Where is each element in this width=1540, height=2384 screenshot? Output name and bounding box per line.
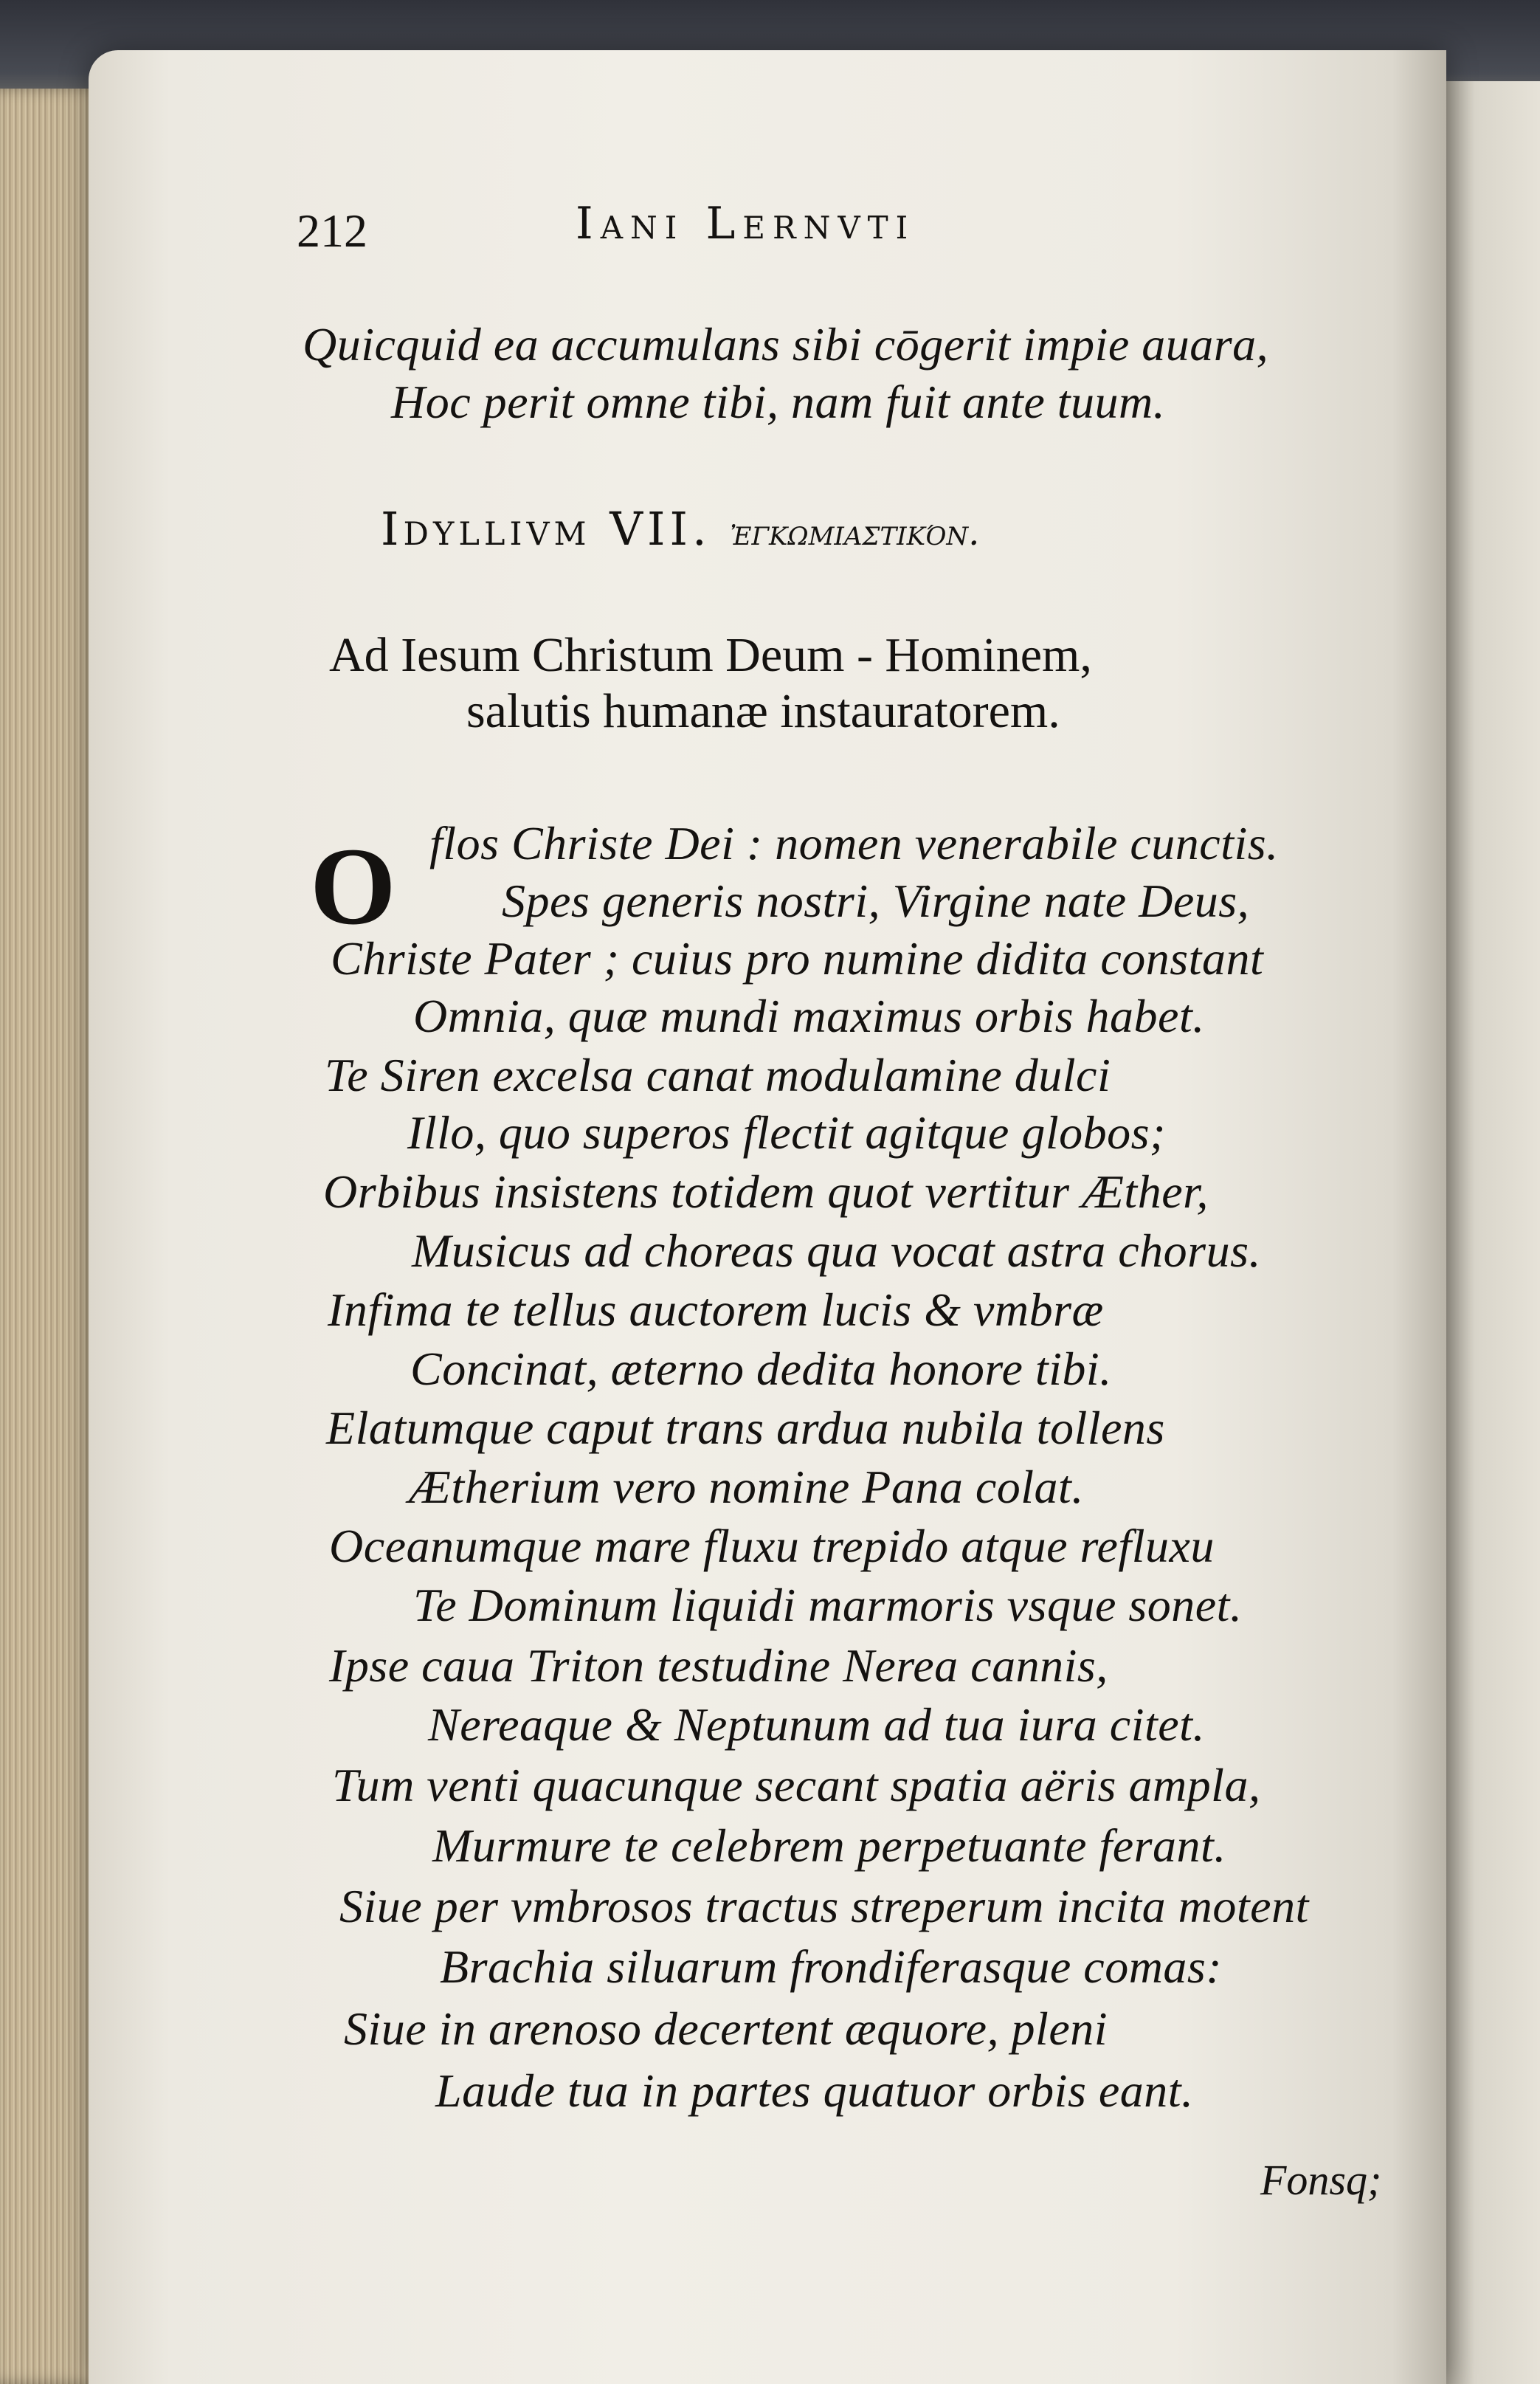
page-number: 212: [297, 204, 367, 257]
poem-line: Christe Pater ; cuius pro numine didita constant: [331, 932, 1264, 985]
poem-line: Musicus ad choreas qua vocat astra chorus.: [412, 1224, 1261, 1277]
facing-page-edge: [1446, 81, 1540, 2384]
poem-line: Laude tua in partes quatuor orbis eant.: [435, 2064, 1194, 2117]
poem-line: Murmure te celebrem perpetuante ferant.: [432, 1819, 1226, 1872]
poem-line: Omnia, quæ mundi maximus orbis habet.: [413, 990, 1205, 1042]
poem-line: Orbibus insistens totidem quot vertitur Æther,: [323, 1165, 1209, 1218]
poem-line: Brachia siluarum frondiferasque comas:: [440, 1940, 1223, 1993]
poem-line: Infima te tellus auctorem lucis & vmbræ: [328, 1284, 1104, 1336]
catchword: Fonsq;: [1260, 2156, 1382, 2204]
poem-line: flos Christe Dei : nomen venerabile cunctis.: [429, 817, 1279, 869]
idyll-title: [381, 502, 979, 556]
poem-line: Nereaque & Neptunum ad tua iura citet.: [428, 1698, 1205, 1751]
poem-line: Elatumque caput trans ardua nubila tollens: [326, 1402, 1165, 1454]
poem-line: Tum venti quacunque secant spatia aëris ampla,: [332, 1759, 1261, 1811]
dedication-line: Ad Iesum Christum Deum - Hominem,: [329, 628, 1092, 682]
dedication-line: salutis humanæ instauratorem.: [466, 684, 1060, 738]
verse-line: Hoc perit omne tibi, nam fuit ante tuum.: [391, 376, 1166, 428]
idyll-title-greek: ἐγκωμιαστικόν.: [730, 512, 980, 554]
poem-line: Siue in arenoso decertent æquore, pleni: [344, 2002, 1108, 2055]
drop-cap: O: [310, 825, 396, 948]
idyll-title-latin: Idyllivm VII.: [381, 502, 711, 556]
poem-line: Spes generis nostri, Virgine nate Deus,: [502, 875, 1250, 927]
book-page: [89, 50, 1446, 2384]
page-edges: [0, 89, 103, 2384]
poem-line: Te Siren excelsa canat modulamine dulci: [325, 1049, 1111, 1101]
poem-line: Siue per vmbrosos tractus streperum incita motent: [339, 1880, 1309, 1932]
running-title: Iani Lernvti: [576, 198, 916, 249]
poem-line: Ætherium vero nomine Pana colat.: [409, 1461, 1084, 1513]
verse-line: Quicquid ea accumulans sibi cōgerit impie auara,: [303, 318, 1269, 371]
poem-line: Te Dominum liquidi marmoris vsque sonet.: [413, 1579, 1243, 1631]
poem-line: Ipse caua Triton testudine Nerea cannis,: [329, 1639, 1108, 1692]
poem-line: Oceanumque mare fluxu trepido atque refluxu: [329, 1520, 1215, 1572]
poem-line: Illo, quo superos flectit agitque globos;: [407, 1106, 1166, 1159]
poem-line: Concinat, æterno dedita honore tibi.: [410, 1343, 1112, 1395]
